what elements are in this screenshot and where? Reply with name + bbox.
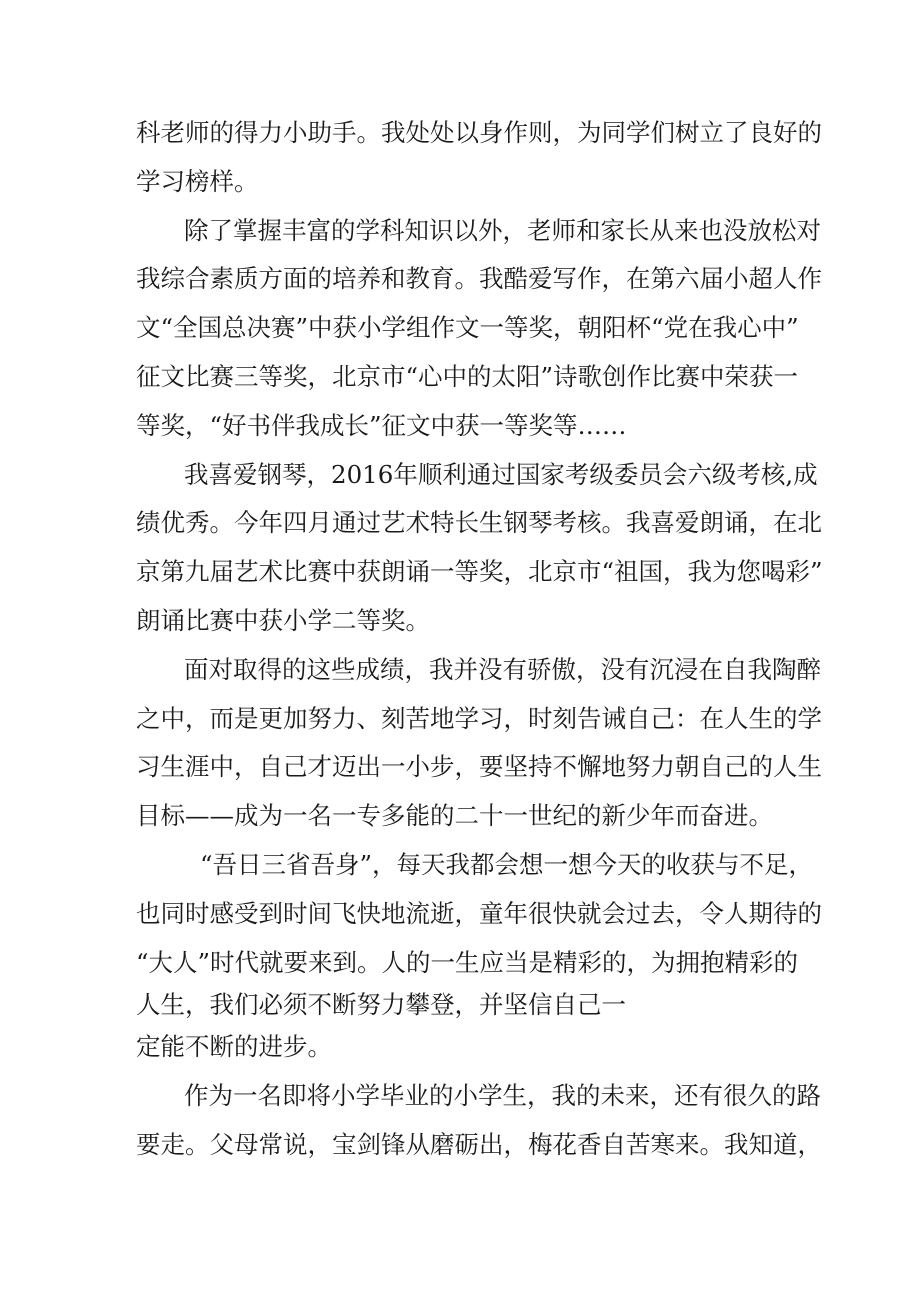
text-line: 征文比赛三等奖，北京市“心中的太阳”诗歌创作比赛中荣获一 (136, 361, 799, 391)
paragraph-start-line: 面对取得的这些成绩，我并没有骄傲，没有沉浸在自我陶醉 (184, 654, 821, 684)
text-line: 科老师的得力小助手。我处处以身作则，为同学们树立了良好的 (136, 118, 822, 147)
text-line: 朗诵比赛中获小学二等奖。 (136, 605, 430, 635)
paragraph-start-line: “吾日三省吾身”，每天我都会想一想今天的收获与不足， (200, 849, 814, 879)
paragraph-start-line: 作为一名即将小学毕业的小学生，我的未来，还有很久的路 (184, 1081, 821, 1111)
text-line: 习生涯中，自己才迈出一小步，要坚持不懈地努力朝自己的人生 (136, 752, 822, 782)
document-body (136, 109, 823, 1170)
paragraph-start-line: 我喜爱钢琴，2016年顺利通过国家考级委员会六级考核,成 (184, 459, 818, 489)
text-line: 目标——成为一名一专多能的二十一世纪的新少年而奋进。 (136, 801, 773, 831)
text-line: 人生，我们必须不断努力攀登，并坚信自己一 (136, 990, 626, 1020)
text-line: 要走。父母常说，宝剑锋从磨砺出，梅花香自苦寒来。我知道， (136, 1129, 822, 1159)
text-line: 之中，而是更加努力、刻苦地学习，时刻告诫自己：在人生的学 (136, 703, 822, 733)
text-line: 学习榜样。 (136, 166, 259, 196)
text-line: 等奖，“好书伴我成长”征文中获一等奖等…… (136, 410, 627, 440)
text-line: “大人”时代就要来到。人的一生应当是精彩的，为拥抱精彩的 (136, 947, 799, 977)
text-line: 绩优秀。今年四月通过艺术特长生钢琴考核。我喜爱朗诵，在北 (136, 508, 822, 538)
text-line: 京第九届艺术比赛中获朗诵一等奖，北京市“祖国，我为您喝彩” (136, 557, 823, 587)
text-line: 定能不断的进步。 (136, 1032, 332, 1062)
paragraph-start-line: 除了掌握丰富的学科知识以外，老师和家长从来也没放松对 (184, 215, 821, 245)
text-line: 文“全国总决赛”中获小学组作文一等奖，朝阳杯“党在我心中” (136, 313, 799, 343)
text-line: 我综合素质方面的培养和教育。我酷爱写作，在第六届小超人作 (136, 264, 822, 294)
text-line: 也同时感受到时间飞快地流逝，童年很快就会过去，令人期待的 (136, 898, 822, 928)
